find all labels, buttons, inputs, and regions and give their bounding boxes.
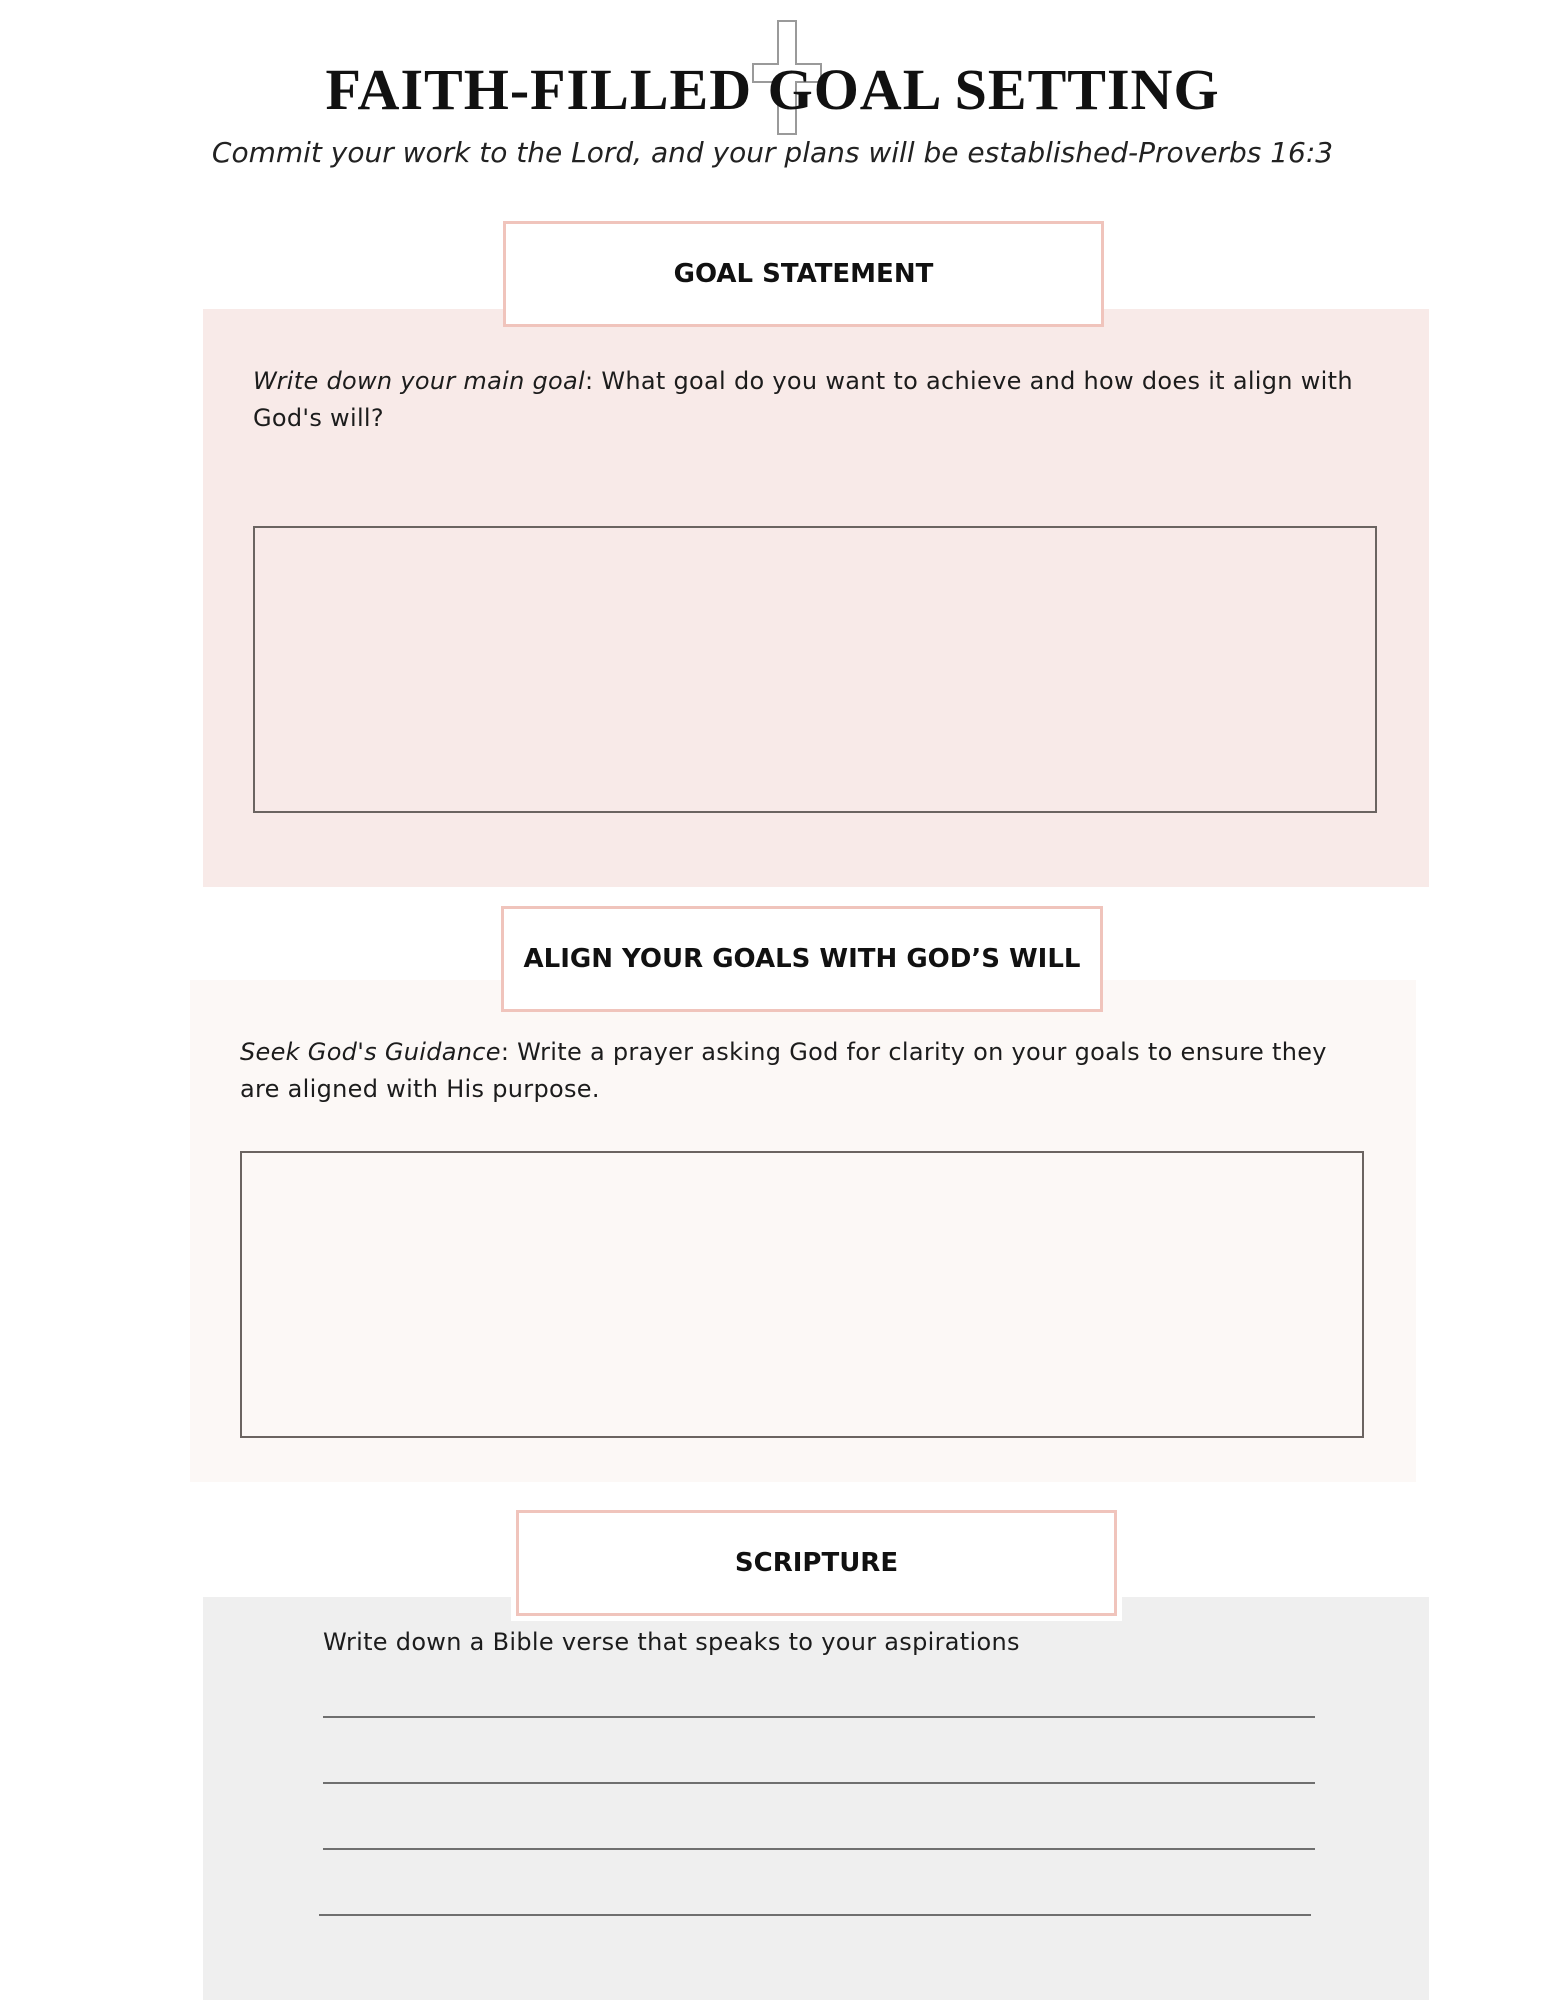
scripture-heading: SCRIPTURE (516, 1510, 1117, 1616)
goal-statement-prompt (253, 363, 1375, 437)
page-subtitle: Commit your work to the Lord, and your plans will be established-Proverbs 16:3 (211, 136, 1334, 169)
goal-statement-write-box[interactable] (253, 526, 1377, 813)
goal-statement-prompt-label: Write down your main goal (253, 367, 586, 395)
scripture-write-line[interactable] (323, 1782, 1315, 1784)
scripture-write-line[interactable] (319, 1914, 1311, 1916)
prayer-write-box[interactable] (240, 1151, 1364, 1438)
align-goals-prompt-label: Seek God's Guidance (240, 1038, 501, 1066)
goal-statement-prompt-text: : What goal do you want to achieve and how does it align with God's will? (253, 367, 1353, 432)
align-goals-prompt-text: : Write a prayer asking God for clarity on your goals to ensure they are aligned with His purpose. (240, 1038, 1327, 1103)
align-goals-prompt (240, 1034, 1362, 1108)
page-title: FAITH-FILLED GOAL SETTING (325, 57, 1220, 122)
align-goals-heading: ALIGN YOUR GOALS WITH GOD’S WILL (501, 906, 1103, 1012)
scripture-write-line[interactable] (323, 1716, 1315, 1718)
scripture-write-line[interactable] (323, 1848, 1315, 1850)
goal-statement-heading: GOAL STATEMENT (503, 221, 1104, 327)
scripture-prompt: Write down a Bible verse that speaks to your aspirations (323, 1628, 1020, 1656)
